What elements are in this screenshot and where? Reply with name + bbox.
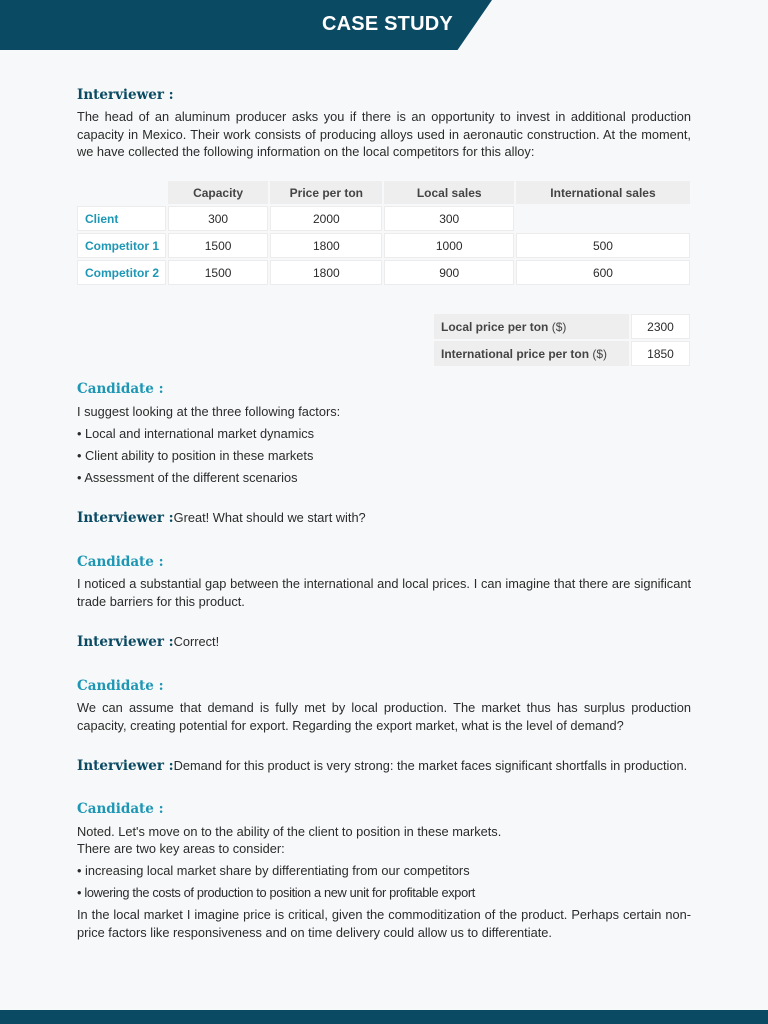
table-cell: 900 [384, 260, 513, 285]
speaker-label-candidate: Candidate : [77, 678, 164, 694]
table-header-row [77, 181, 690, 204]
price-table [432, 312, 692, 368]
competitor-table [75, 179, 692, 287]
table-row [434, 314, 690, 339]
column-header: Capacity [168, 181, 268, 204]
table-cell: 1500 [168, 260, 268, 285]
price-value: 2300 [631, 314, 690, 339]
table-cell: 1000 [384, 233, 513, 258]
speaker-label-interviewer: Interviewer : [77, 634, 174, 650]
list-item: • lowering the costs of production to position a new unit for profitable export [77, 885, 475, 900]
interviewer-text: Demand for this product is very strong: the market faces significant shortfalls in production. [173, 758, 688, 773]
row-label: Client [77, 206, 166, 231]
speaker-label-interviewer: Interviewer : [77, 87, 174, 103]
speaker-label-interviewer: Interviewer : [77, 758, 174, 774]
intro-paragraph: The head of an aluminum producer asks you if there is an opportunity to invest in additional production capacity in Mexico. Their work consists of producing alloys used in aeronautic construction. At the moment, we have collected the following information on the local competitors for this alloy: [77, 109, 691, 159]
table-cell: 1800 [270, 233, 382, 258]
interviewer-line [77, 758, 717, 774]
table-corner-cell [77, 181, 166, 204]
speaker-label-candidate: Candidate : [77, 381, 164, 397]
list-item: • increasing local market share by differentiating from our competitors [77, 863, 470, 878]
table-row [77, 206, 690, 231]
candidate-text: I noticed a substantial gap between the international and local prices. I can imagine that there are significant trade barriers for this product. [77, 576, 691, 609]
speaker-label-candidate: Candidate : [77, 801, 164, 817]
column-header: International sales [516, 181, 690, 204]
interviewer-line [77, 510, 366, 526]
page-title: CASE STUDY [322, 13, 453, 35]
table-cell: 600 [516, 260, 690, 285]
table-cell [516, 206, 690, 231]
table-row [77, 260, 690, 285]
list-item: • Local and international market dynamics [77, 426, 315, 441]
interviewer-text: Correct! [173, 634, 220, 649]
list-item: • Assessment of the different scenarios [77, 470, 298, 485]
column-header: Price per ton [270, 181, 382, 204]
price-label: International price per ton ($) [434, 341, 629, 366]
table-row [77, 233, 690, 258]
speaker-label-interviewer: Interviewer : [77, 510, 174, 526]
candidate-text: I suggest looking at the three following factors: [77, 404, 341, 419]
candidate-text: In the local market I imagine price is critical, given the commoditization of the product. Perhaps certain non-price factors like responsiveness and on time delivery could allow us to differentiate. [77, 907, 691, 940]
price-value: 1850 [631, 341, 690, 366]
table-row [434, 341, 690, 366]
table-cell: 300 [384, 206, 513, 231]
interviewer-line [77, 634, 219, 650]
row-label: Competitor 2 [77, 260, 166, 285]
interviewer-text: Great! What should we start with? [173, 510, 366, 525]
row-label: Competitor 1 [77, 233, 166, 258]
table-cell: 2000 [270, 206, 382, 231]
table-cell: 500 [516, 233, 690, 258]
column-header: Local sales [384, 181, 513, 204]
price-label: Local price per ton ($) [434, 314, 629, 339]
table-cell: 300 [168, 206, 268, 231]
candidate-text: Noted. Let's move on to the ability of the client to position in these markets. [77, 824, 502, 839]
table-cell: 1800 [270, 260, 382, 285]
candidate-text: There are two key areas to consider: [77, 841, 285, 856]
list-item: • Client ability to position in these markets [77, 448, 314, 463]
footer-bar [0, 1010, 768, 1024]
candidate-text: We can assume that demand is fully met by local production. The market thus has surplus production capacity, creating potential for export. Regarding the export market, what is the level of demand? [77, 700, 691, 733]
table-cell: 1500 [168, 233, 268, 258]
speaker-label-candidate: Candidate : [77, 554, 164, 570]
